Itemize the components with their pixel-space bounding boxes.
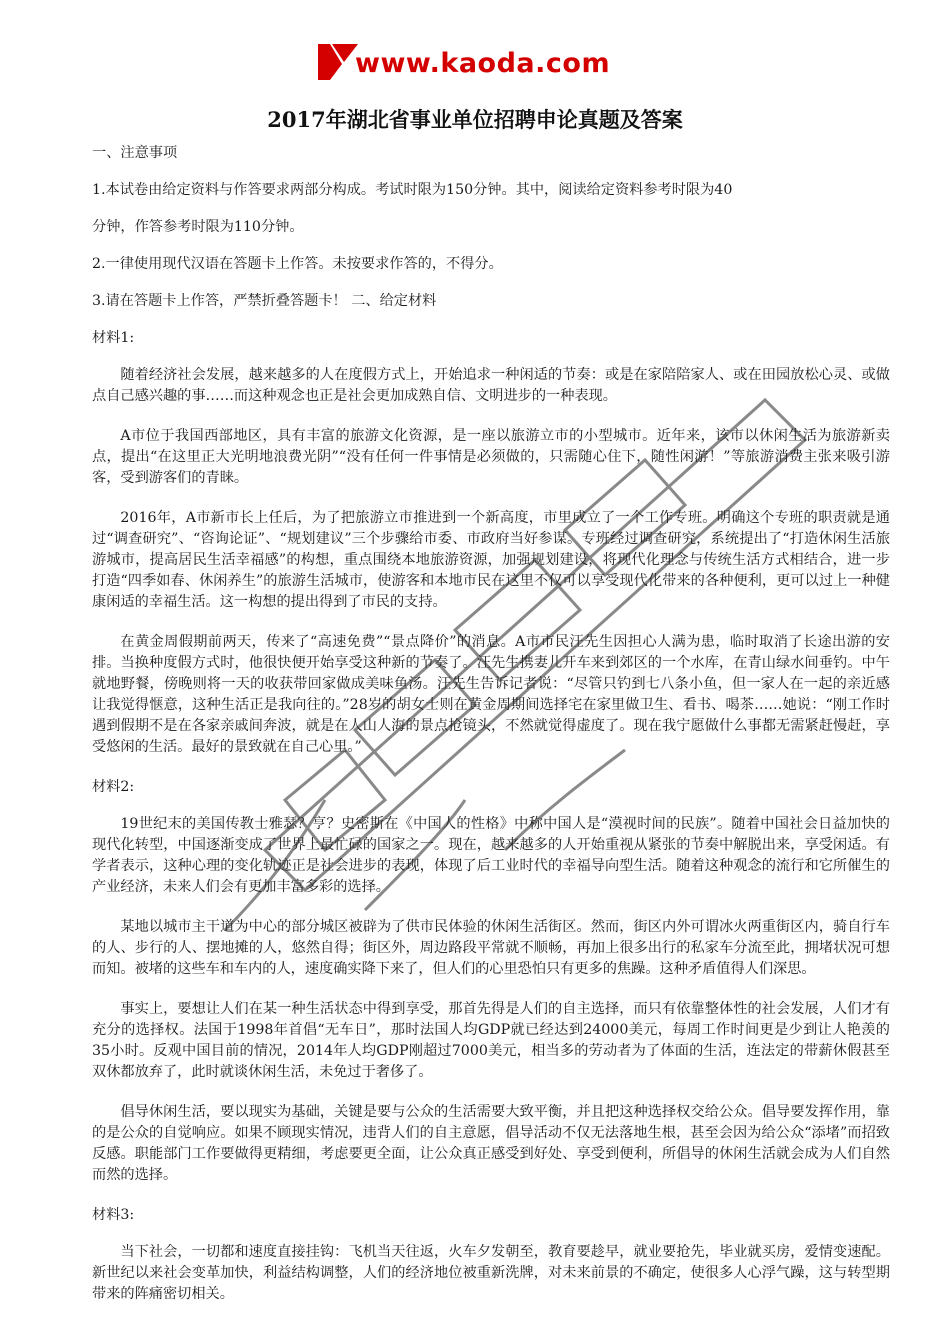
page-header [0,34,950,88]
kaoda-logo-icon [318,42,358,82]
paragraph: 某地以城市主干道为中心的部分城区被辟为了供市民体验的休闲生活街区。然而，街区内外可谓冰火两重街区内，骑自行车的人、步行的人、摆地摊的人，悠然自得；街区外，周边路段平常就不顺畅，再加上很多出行的私家车分流至此，拥堵状况可想而知。被堵的这些车和车内的人，速度确实降下来了，但人们的心里恐怕只有更多的焦躁。这种矛盾值得人们深思。 [92,919,890,977]
paragraph: 倡导休闲生活，要以现实为基础，关键是要与公众的生活需要大致平衡，并且把这种选择权交给公众。倡导要发挥作用，靠的是公众的自觉响应。如果不顾现实情况，违背人们的自主意愿，倡导活动不仅无法落地生根，甚至会因为给公众“添堵”而招致反感。职能部门工作要做得更精细，考虑要更全面，让公众真正感受到好处、享受到便利，所倡导的休闲生活就会成为人们自然而然的选择。 [92,1104,890,1183]
paragraph: 分钟，作答参考时限为110分钟。 [92,219,304,235]
paragraph: 材料3: [92,1207,135,1223]
paragraph: 材料1: [92,330,135,346]
paragraph: 事实上，要想让人们在某一种生活状态中得到享受，那首先得是人们的自主选择，而只有依靠整体性的社会发展，人们才有充分的选择权。法国于1998年首倡“无车日”，那时法国人均GDP就已经达到24000美元，每周工作时间更是少到让人艳羡的35小时。反观中国目前的情况，2014年人均GDP刚超过7000美元，相当多的劳动者为了体面的生活，连法定的带薪休假甚至双休都放弃了，此时就谈休闲生活，未免过于奢侈了。 [92,1001,890,1080]
paragraph: A市位于我国西部地区，具有丰富的旅游文化资源，是一座以旅游立市的小型城市。近年来，该市以休闲生活为旅游新卖点，提出“在这里正大光明地浪费光阴”“没有任何一件事情是必须做的，只需随心住下，随性闲游！”等旅游消费主张来吸引游客，受到游客们的青睐。 [92,428,890,486]
paragraph: 随着经济社会发展，越来越多的人在度假方式上，开始追求一种闲适的节奏：或是在家陪陪家人、或在田园放松心灵、或做点自己感兴趣的事……而这种观念也正是社会更加成熟自信、文明进步的一种表现。 [92,367,890,404]
paragraph: 材料2: [92,779,135,795]
paragraph: 当下社会，一切都和速度直接挂钩：飞机当天往返，火车夕发朝至，教育要趁早，就业要抢先，毕业就买房，爱情变速配。新世纪以来社会变革加快，利益结构调整，人们的经济地位被重新洗牌，对未来前景的不确定，使很多人心浮气躁，这与转型期带来的阵痛密切相关。 [92,1244,890,1302]
site-logo-text[interactable]: www.kaoda.com [355,48,611,79]
document-title: 2017年湖北省事业单位招聘申论真题及答案 [267,107,683,132]
paragraph: 1.本试卷由给定资料与作答要求两部分构成。考试时限为150分钟。其中，阅读给定资料参考时限为40 [92,182,733,198]
paragraph: 3.请在答题卡上作答，严禁折叠答题卡！ 二、给定材料 [92,293,437,309]
paragraph: 在黄金周假期前两天，传来了“高速免费”“景点降价”的消息。A市市民汪先生因担心人满为患，临时取消了长途出游的安排。当换种度假方式时，他很快便开始享受这种新的节奏了。汪先生携妻儿开车来到郊区的一个水库，在青山绿水间垂钓。中午就地野餐，傍晚则将一天的收获带回家做成美味鱼汤。汪先生告诉记者说：“尽管只钓到七八条小鱼，但一家人在一起的亲近感让我觉得惬意，这种生活正是我向往的。”28岁的胡女士则在黄金周期间选择宅在家里做卫生、看书、喝茶……她说：“刚工作时遇到假期不是在各家亲戚间奔波，就是在人山人海的景点抢镜头，不然就觉得虚度了。现在我宁愿做什么事都无需紧赶慢赶，享受悠闲的生活。最好的景致就在自己心里。” [92,634,890,755]
paragraph: 2016年，A市新市长上任后，为了把旅游立市推进到一个新高度，市里成立了一个工作专班。明确这个专班的职责就是通过“调查研究”、“咨询论证”、“规划建议”三个步骤给市委、市政府当好参谋。专班经过调查研究，系统提出了“打造休闲生活旅游城市，提高居民生活幸福感”的构想，重点围绕本地旅游资源，加强规划建设，将现代化理念与传统生活方式相结合，进一步打造“四季如春、休闲养生”的旅游生活城市，使游客和本地市民在这里不仅可以享受现代化带来的各种便利，更可以过上一种健康闲适的幸福生活。这一构想的提出得到了市民的支持。 [92,510,890,610]
paragraph: 19世纪末的美国传教士雅瑟？亨？史密斯在《中国人的性格》中称中国人是“漠视时间的民族”。随着中国社会日益加快的现代化转型，中国逐渐变成了世界上最忙碌的国家之一。现在，越来越多的人开始重视从紧张的节奏中解脱出来，享受闲适。有学者表示，这种心理的变化轨迹正是社会进步的表现，体现了后工业时代的幸福导向型生活。随着这种观念的流行和它所催生的产业经济，未来人们会有更加丰富多彩的选择。 [92,816,890,895]
paragraph: 一、注意事项 [92,145,178,161]
document-body [92,143,890,1324]
paragraph: 2.一律使用现代汉语在答题卡上作答。未按要求作答的，不得分。 [92,256,503,272]
